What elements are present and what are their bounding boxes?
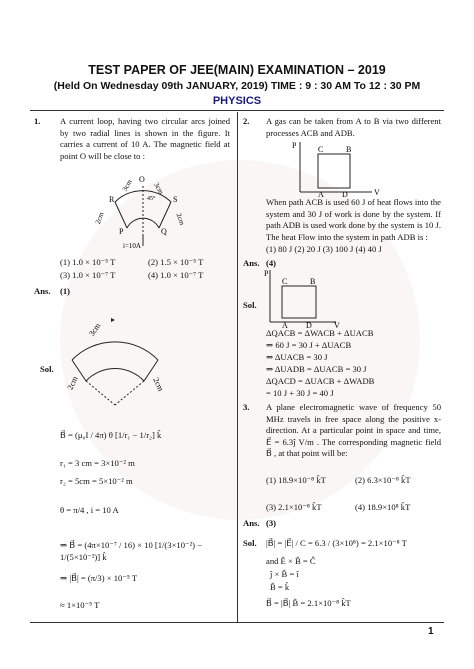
q2-fig-a: A [318,190,324,199]
q2-solution-diagram [262,266,342,328]
q1-sol-approx: ≈ 1×10⁻⁵ T [60,600,100,610]
q1-number: 1. [34,116,41,126]
q1-fig-o: O [139,175,145,184]
q2-fig-c: C [318,145,324,154]
q2-fig-v: V [374,188,380,197]
q2-fig-b: B [346,145,352,154]
q1-sol-r1: r₁ = 3 cm = 3×10⁻² m [60,458,135,468]
q1-fig-r1: 2cm [93,211,106,226]
q3-answer-value: (3) [266,518,277,528]
q1-sol-r2: r₂ = 5cm = 5×10⁻² m [60,476,133,486]
q3-answer-label: Ans. [243,518,260,528]
subject-heading: PHYSICS [212,95,262,107]
q1-fig-r: R [109,195,115,204]
q1-fig-r2: 2cm [174,212,187,227]
q1-solfig-2cm-right: 2cm [151,376,166,393]
q3-sol-line-3: ĵ × B̂ = î [270,569,299,579]
q1-sol-magnitude: ⇒ |B⃗| = (π/3) × 10⁻⁵ T [60,573,138,583]
q3-sol-line-5: B⃗ = |B⃗| B̂ = 2.1×10⁻⁸ k̂T [266,598,351,608]
q3-solution-label: Sol. [243,538,257,548]
q1-fig-q: Q [161,227,167,236]
q2-fig-p: P [292,141,297,150]
q2-sol-line-6: = 10 J + 30 J = 40 J [266,388,334,398]
q1-fig-arc1: 3cm [120,178,134,193]
q1-sol-theta: θ = π/4 , i = 10 A [60,505,119,515]
q2-sol-line-1: ΔQACB = ΔWACB + ΔUACB [266,328,374,338]
q2-sol-line-3: ⇒ ΔUACB = 30 J [266,352,328,362]
q2-solfig-p: P [264,269,269,278]
q2-solution-label: Sol. [243,300,257,310]
q1-fig-s: S [173,195,178,204]
q2-solfig-a: A [282,321,288,328]
q1-solfig-3cm: 3cm [87,321,103,338]
q1-fig-angle: 45° [147,196,156,202]
page-number: 1 [428,626,434,637]
q1-solution-label: Sol. [40,364,54,374]
q1-solfig-2cm-left: 2cm [65,374,80,392]
q2-solfig-v: V [334,321,340,328]
q1-fig-arc2: 3cm [152,181,166,196]
q1-text: A current loop, having two circular arcs joined by two radial lines is shown in the figure. It carries a current of 10 A. The magnetic field at point O will be close to : [60,116,230,161]
q1-option-2: (2) 1.5 × 10⁻⁵ T [148,257,204,267]
q3-text: A plane electromagnetic wave of frequency 50 MHz travels in free space along the positive x-direction. At a particular point in space and time, E⃗ = 6.3ĵ V/m . The corresponding magnetic field B⃗ , at that point will be: [266,402,441,458]
q1-fig-current: i=10A [123,242,141,250]
q1-answer-label: Ans. [34,286,51,296]
q2-solfig-d: D [306,321,312,328]
q2-text-2: When path ACB is used 60 J of heat flows into the system and 30 J of work is done by the system. If path ADB is used work done by the system is 10 J. The heat Flow into the system in path ADB is : [266,197,441,242]
footer-rule [30,622,444,623]
q3-option-4: (4) 18.9×10⁸ k̂T [355,502,411,512]
q1-loop-figure [85,172,195,252]
q3-sol-line-4: B̂ = k̂ [270,582,290,592]
q3-option-1: (1) 18.9×10⁻⁸ k̂T [266,475,326,485]
q3-sol-line-2: and Ê × B̂ = Ĉ [266,556,316,566]
q2-text: A gas can be taken from A to B via two different processes ACB and ADB. [266,116,441,138]
q1-fig-p: P [119,227,124,236]
q1-option-1: (1) 1.0 × 10⁻⁵ T [60,257,116,267]
q3-sol-line-1: |B⃗| = |E⃗| / C = 6.3 / (3×10⁸) = 2.1×10⁻⁸ T [266,538,407,548]
q1-solution-figure [60,305,170,410]
q1-option-4: (4) 1.0 × 10⁻⁷ T [148,270,204,280]
q1-option-3: (3) 1.0 × 10⁻⁷ T [60,270,116,280]
q2-pv-diagram [290,140,380,200]
column-divider [237,112,238,622]
page-title: TEST PAPER OF JEE(MAIN) EXAMINATION – 2019 [88,63,386,77]
header-rule [30,110,444,111]
q2-number: 2. [243,116,250,126]
q2-solfig-c: C [282,277,288,286]
q2-sol-line-5: ΔQACD = ΔUACB + ΔWADB [266,376,375,386]
q1-answer-value: (1) [60,286,71,296]
q2-solfig-b: B [310,277,316,286]
q2-answer-label: Ans. [243,258,260,268]
q2-options: (1) 80 J (2) 20 J (3) 100 J (4) 40 J [266,244,382,254]
q3-option-3: (3) 2.1×10⁻⁸ k̂T [266,502,322,512]
exam-schedule: (Held On Wednesday 09th JANUARY, 2019) TIME : 9 : 30 AM To 12 : 30 PM [53,80,421,92]
q2-sol-line-4: ⇒ ΔUADB = ΔUACB = 30 J [266,364,367,374]
q1-sol-substitution: ⇒ B⃗ = (4π×10⁻⁷ / 16) × 10 [1/(3×10⁻²) − 1/(5×10⁻²)] k̂ [60,540,202,562]
q2-fig-d: D [342,190,348,199]
q2-answer-value: (4) [266,258,277,268]
q1-sol-formula: B⃗ = (μ₀I / 4π) θ [1/r₁ − 1/r₂] k̂ [60,430,162,440]
q3-option-2: (2) 6.3×10⁻⁸ k̂T [355,475,411,485]
q3-number: 3. [243,402,250,412]
q2-sol-line-2: ⇒ 60 J = 30 J + ΔUACB [266,340,352,350]
